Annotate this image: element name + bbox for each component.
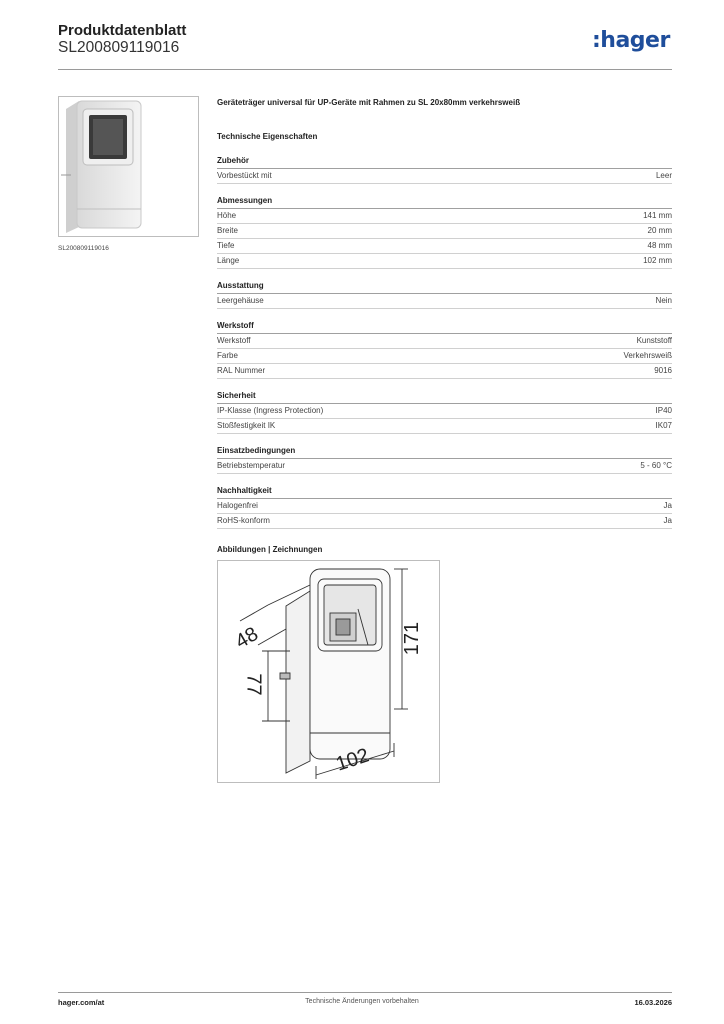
spec-label: IP-Klasse (Ingress Protection) xyxy=(217,406,324,415)
section-title: Ausstattung xyxy=(217,280,672,294)
spec-row xyxy=(217,499,672,514)
section-sicherheit xyxy=(217,390,672,434)
spec-row xyxy=(217,239,672,254)
product-photo-icon xyxy=(59,97,198,236)
section-title: Einsatzbedingungen xyxy=(217,445,672,459)
section-einsatzbedingungen xyxy=(217,445,672,474)
spec-row xyxy=(217,169,672,184)
technical-drawing-icon xyxy=(218,561,439,782)
spec-label: Länge xyxy=(217,256,240,265)
figures-title: Abbildungen | Zeichnungen xyxy=(217,545,323,554)
spec-label: Leergehäuse xyxy=(217,296,264,305)
spec-label: RoHS-konform xyxy=(217,516,270,525)
spec-label: Vorbestückt mit xyxy=(217,171,272,180)
spec-value: Kunststoff xyxy=(636,336,672,345)
spec-value: 141 mm xyxy=(643,211,672,220)
spec-label: Stoßfestigkeit IK xyxy=(217,421,276,430)
dimension-depth-label: 48 xyxy=(231,622,263,654)
spec-row xyxy=(217,209,672,224)
spec-row xyxy=(217,224,672,239)
product-thumbnail xyxy=(58,96,199,237)
spec-row xyxy=(217,459,672,474)
product-number: SL200809119016 xyxy=(58,39,180,56)
spec-row xyxy=(217,514,672,529)
spec-value: IP40 xyxy=(655,406,672,415)
spec-value: 20 mm xyxy=(647,226,672,235)
thumbnail-caption: SL200809119016 xyxy=(58,245,109,252)
spec-value: IK07 xyxy=(655,421,672,430)
product-description: Geräteträger universal für UP-Geräte mit Rahmen zu SL 20x80mm verkehrsweiß xyxy=(217,98,521,107)
spec-row xyxy=(217,364,672,379)
spec-value: Leer xyxy=(655,171,672,180)
spec-label: Betriebstemperatur xyxy=(217,461,286,470)
spec-value: 102 mm xyxy=(643,256,672,265)
section-title: Nachhaltigkeit xyxy=(217,485,672,499)
spec-row xyxy=(217,419,672,434)
footer-date: 16.03.2026 xyxy=(634,998,672,1007)
spec-value: 48 mm xyxy=(647,241,672,250)
spec-row xyxy=(217,349,672,364)
spec-value: Nein xyxy=(655,296,672,305)
spec-label: Halogenfrei xyxy=(217,501,258,510)
dimension-drawing xyxy=(217,560,440,783)
spec-label: Höhe xyxy=(217,211,237,220)
section-title: Werkstoff xyxy=(217,320,672,334)
section-werkstoff xyxy=(217,320,672,379)
section-title: Sicherheit xyxy=(217,390,672,404)
spec-label: Werkstoff xyxy=(217,336,251,345)
spec-label: Farbe xyxy=(217,351,238,360)
spec-row xyxy=(217,404,672,419)
section-abmessungen xyxy=(217,195,672,269)
spec-label: RAL Nummer xyxy=(217,366,266,375)
hager-logo: :hager xyxy=(592,28,670,53)
section-ausstattung xyxy=(217,280,672,309)
footer-notice: Technische Änderungen vorbehalten xyxy=(305,998,419,1005)
spec-value: Verkehrsweiß xyxy=(623,351,672,360)
spec-row xyxy=(217,334,672,349)
dimension-height-label: 171 xyxy=(401,621,424,656)
spec-row xyxy=(217,254,672,269)
section-nachhaltigkeit xyxy=(217,485,672,529)
dimension-length-label: 102 xyxy=(333,744,372,776)
spec-value: Ja xyxy=(663,516,672,525)
spec-value: 5 - 60 °C xyxy=(640,461,672,470)
section-title: Zubehör xyxy=(217,155,672,169)
header-divider xyxy=(58,69,672,70)
spec-label: Tiefe xyxy=(217,241,235,250)
dimension-inner-label: 77 xyxy=(242,673,265,696)
technical-title: Technische Eigenschaften xyxy=(217,132,318,141)
spec-value: Ja xyxy=(663,501,672,510)
section-zubehoer xyxy=(217,155,672,184)
spec-label: Breite xyxy=(217,226,238,235)
footer-website[interactable]: hager.com/at xyxy=(58,998,105,1007)
section-title: Abmessungen xyxy=(217,195,672,209)
footer-divider xyxy=(58,992,672,993)
page-title: Produktdatenblatt xyxy=(58,22,187,39)
spec-value: 9016 xyxy=(654,366,672,375)
spec-row xyxy=(217,294,672,309)
product-details xyxy=(217,96,672,557)
